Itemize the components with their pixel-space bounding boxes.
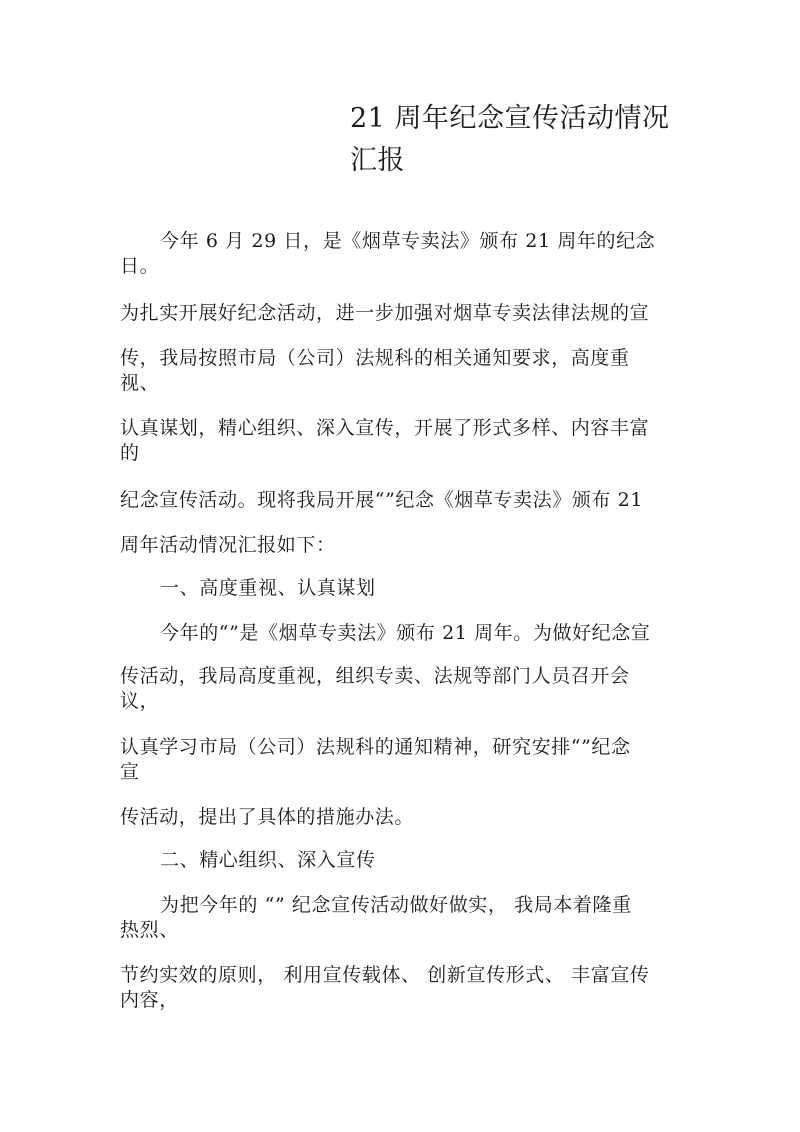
text-line-wrapped [120, 664, 630, 714]
text-line: 为扎实开展好纪念活动，进一步加强对烟草专卖法律法规的宣 [120, 302, 650, 324]
text-line: 热烈、 [120, 919, 179, 941]
text-line: 传活动，我局高度重视，组织专卖、法规等部门人员召开会 [120, 665, 630, 687]
text-line: 为把今年的 “” 纪念宣传活动做好做实， 我局本着隆重 [160, 894, 632, 916]
text-line: 的 [120, 442, 140, 464]
section-heading-1: 一、高度重视、认真谋划 [160, 577, 376, 599]
text-line: 视、 [120, 372, 160, 394]
text-line-wrapped [120, 346, 630, 396]
text-line: 今年的“”是《烟草专卖法》颁布 21 周年。为做好纪念宣 [160, 622, 651, 644]
text-line: 传，我局按照市局（公司）法规科的相关通知要求，高度重 [120, 347, 630, 369]
text-line-wrapped [120, 893, 632, 943]
text-line: 传活动，提出了具体的措施办法。 [120, 806, 415, 828]
document-title [350, 98, 690, 182]
text-line: 宣 [120, 761, 140, 783]
text-line: 周年活动情况汇报如下： [120, 534, 336, 556]
text-line: 认真学习市局（公司）法规科的通知精神，研究安排“”纪念 [120, 736, 631, 758]
text-line-wrapped [120, 416, 649, 466]
text-line: 今年 6 月 29 日，是《烟草专卖法》颁布 21 周年的纪念 [160, 230, 656, 252]
text-line: 节约实效的原则， 利用宣传载体、 创新宣传形式、 丰富宣传 [120, 964, 650, 986]
text-line-wrapped [120, 735, 631, 785]
text-line: 内容， [120, 989, 179, 1011]
text-line: 认真谋划，精心组织、深入宣传，开展了形式多样、内容丰富 [120, 417, 650, 439]
text-line: 议， [120, 690, 160, 712]
paragraph-intro [120, 229, 656, 279]
title-line-2: 汇报 [350, 145, 405, 176]
text-line: 纪念宣传活动。现将我局开展“”纪念《烟草专卖法》颁布 21 [120, 489, 644, 511]
title-line-1: 21 周年纪念宣传活动情况 [350, 103, 670, 134]
section-heading-2: 二、精心组织、深入宣传 [160, 849, 376, 871]
text-line: 日。 [120, 255, 160, 277]
text-line-wrapped [120, 963, 650, 1013]
